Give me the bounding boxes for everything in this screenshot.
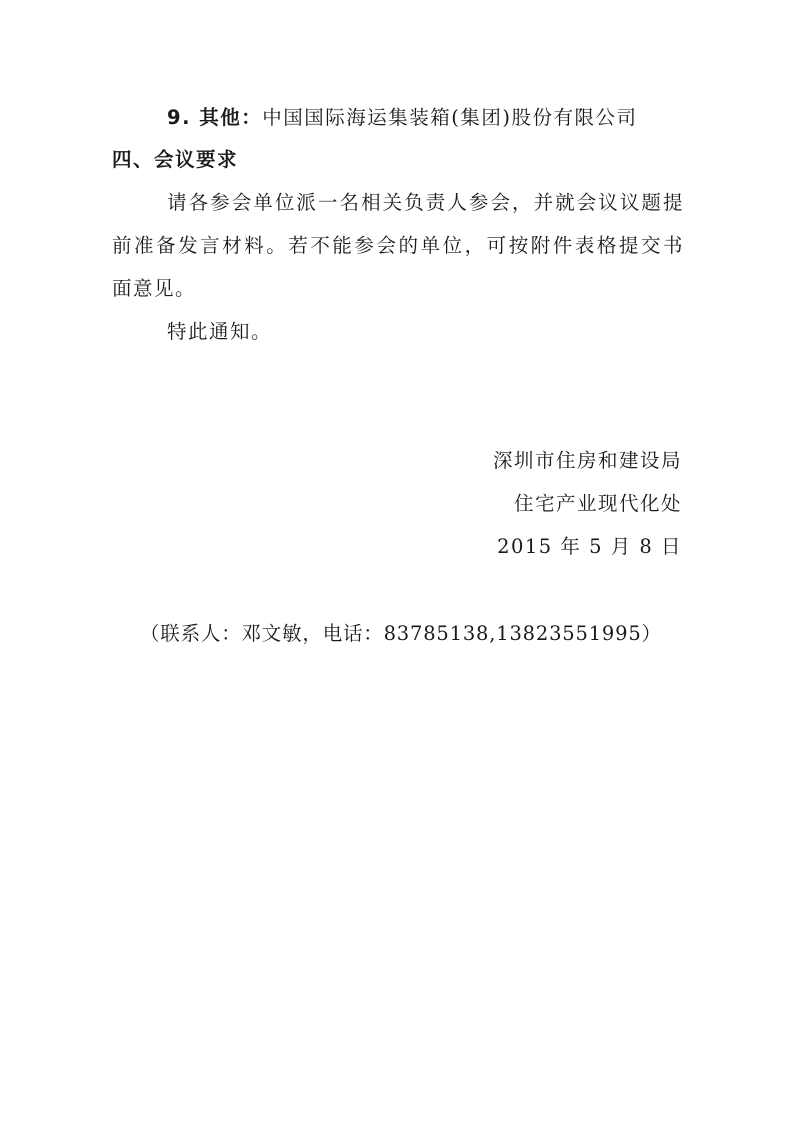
paragraph-line-2: 前准备发言材料。若不能参会的单位，可按附件表格提交书: [112, 234, 684, 257]
item-9-label: 9. 其他：: [167, 106, 263, 129]
contact-info: （联系人：邓文敏，电话：83785138,13823551995）: [140, 622, 662, 645]
paragraph-line-3: 面意见。: [112, 277, 197, 300]
closing-text: 特此通知。: [167, 320, 273, 343]
signature-date: 2015 年 5 月 8 日: [497, 535, 682, 558]
signature-dept: 住宅产业现代化处: [513, 492, 682, 515]
signature-org: 深圳市住房和建设局: [492, 449, 682, 472]
paragraph-line-1: 请各参会单位派一名相关负责人参会，并就会议议题提: [167, 191, 684, 214]
item-9-text: 中国国际海运集装箱(集团)股份有限公司: [262, 106, 638, 129]
section-heading: 四、会议要求: [112, 148, 239, 171]
item-9: [167, 108, 637, 128]
